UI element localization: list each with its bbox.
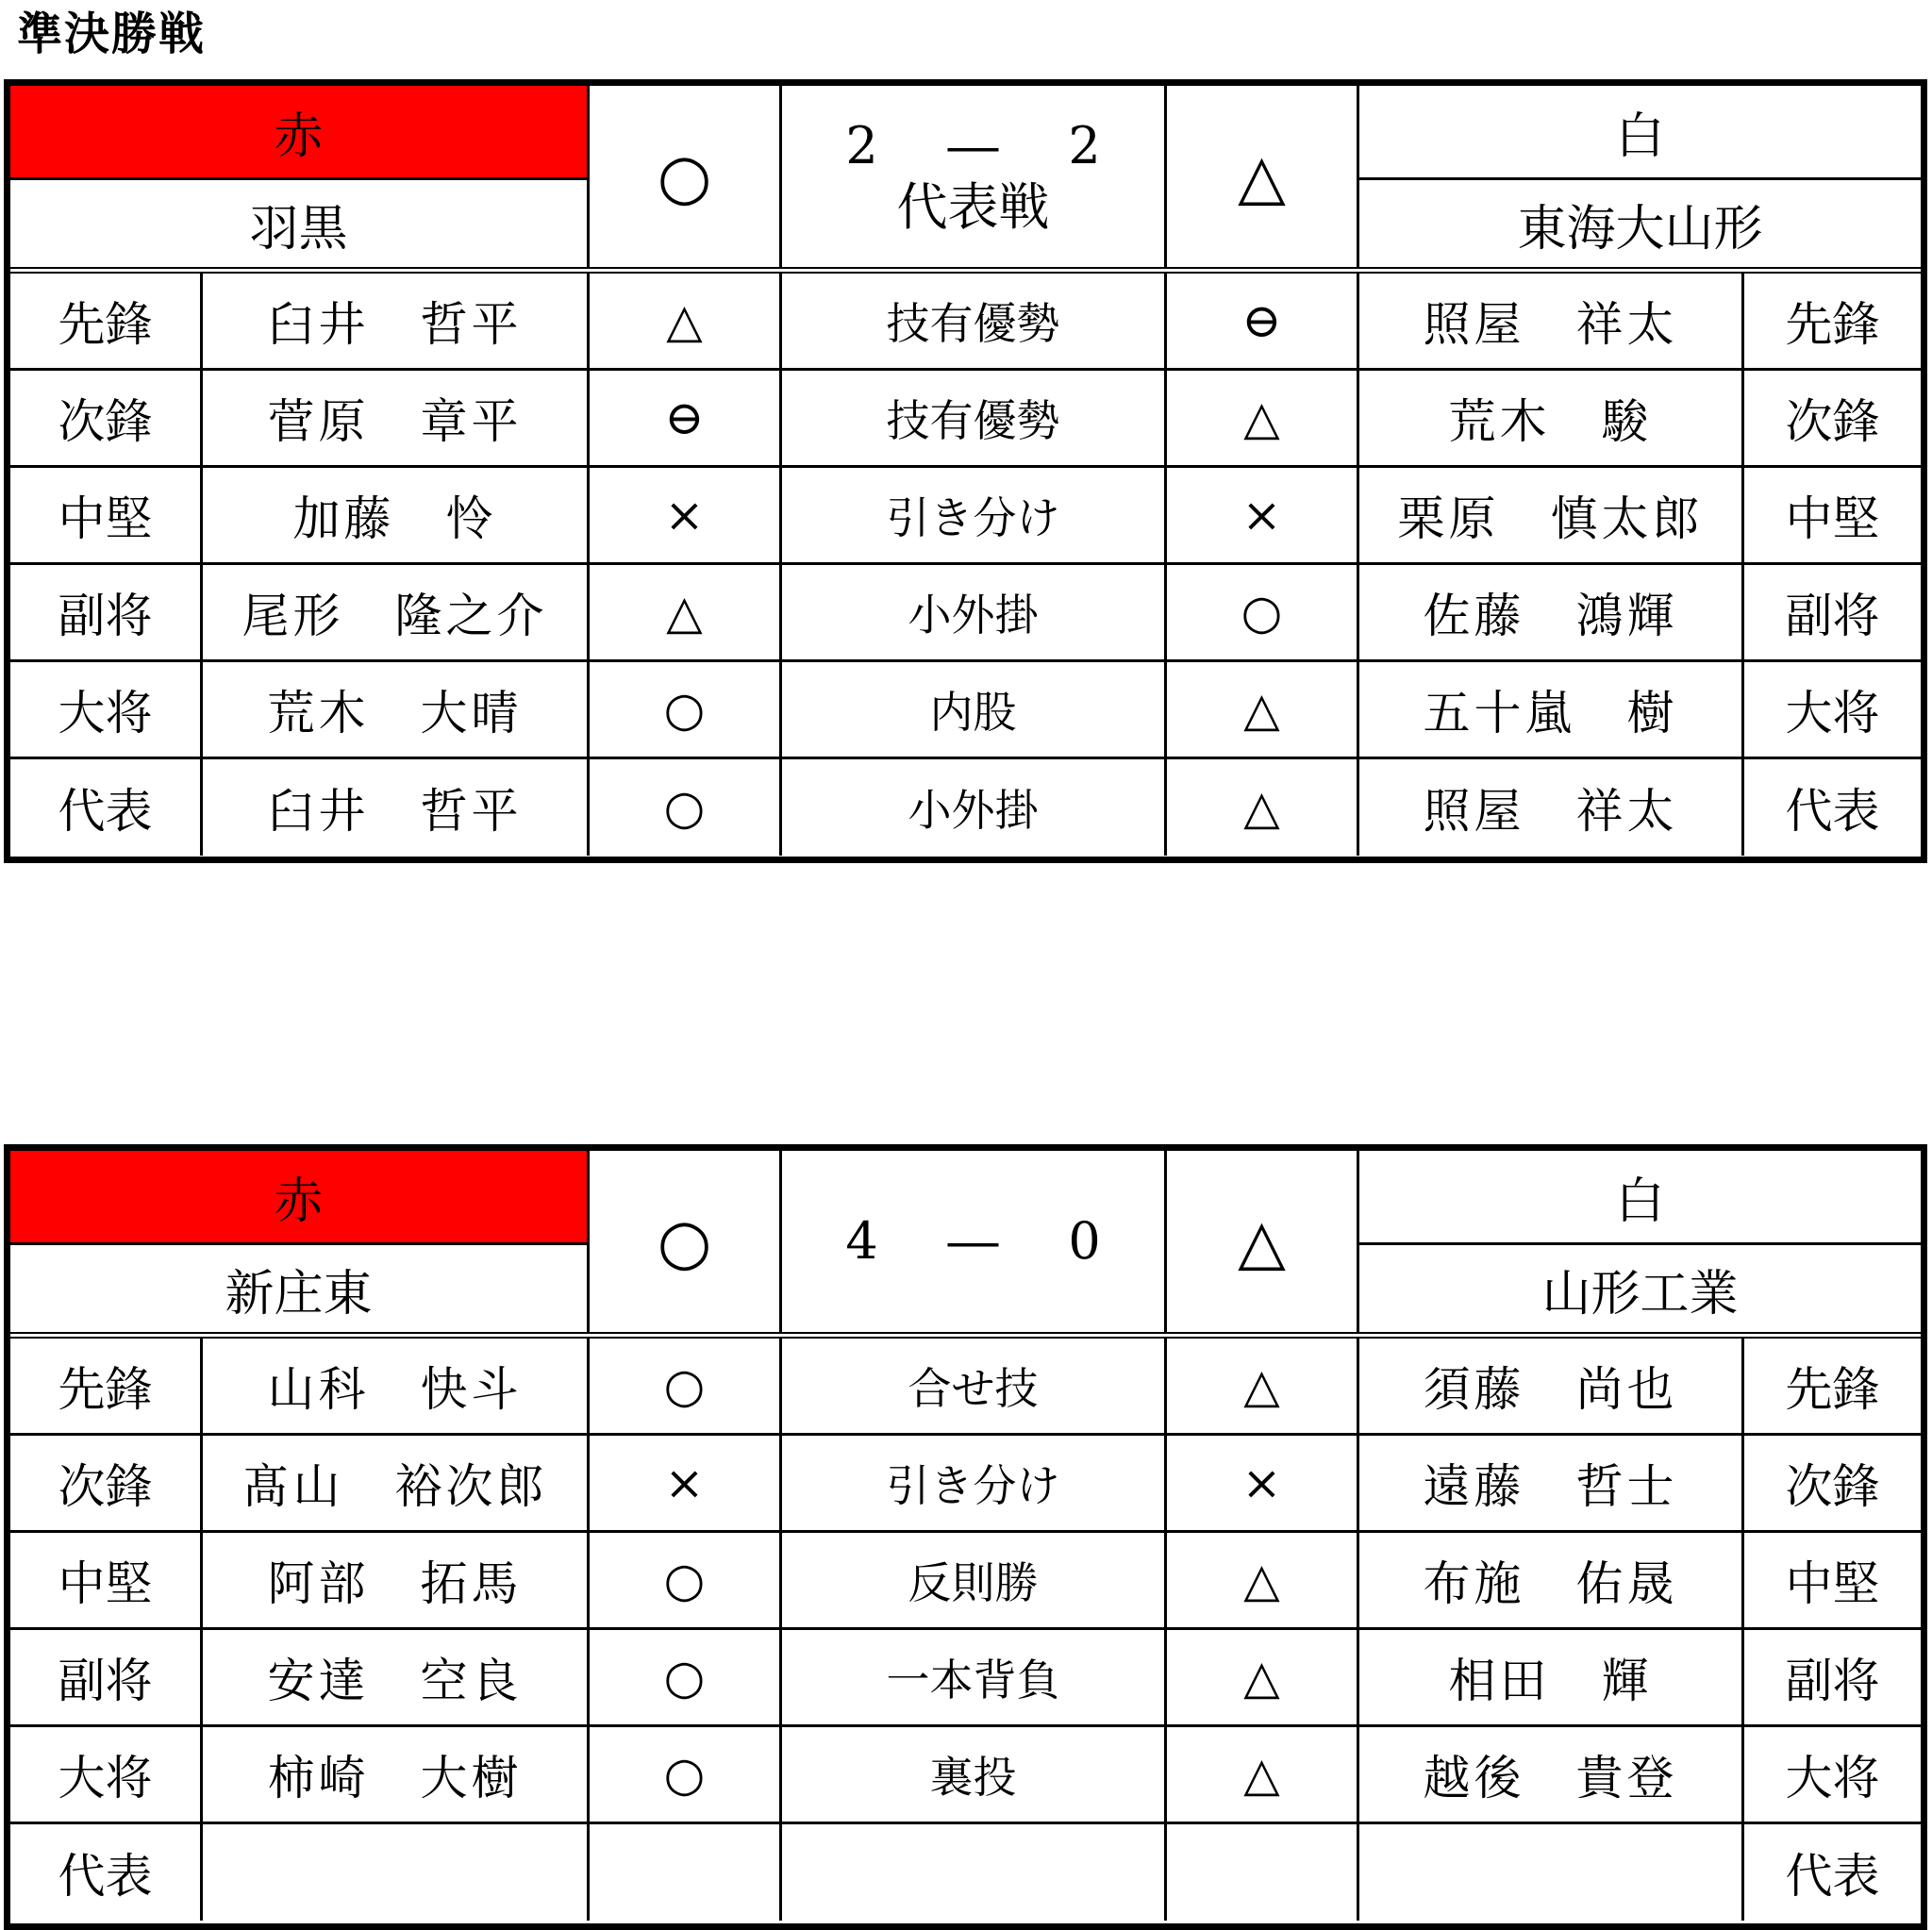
match-table-1 <box>4 79 1927 863</box>
white-position: 先鋒 <box>1785 1362 1880 1417</box>
white-result: △ <box>1167 1339 1359 1433</box>
red-label: 赤 <box>10 86 587 180</box>
red-player: 荒木 大晴 <box>203 662 590 757</box>
white-result: ⊖ <box>1167 274 1359 368</box>
technique <box>782 1824 1167 1921</box>
white-player: 照屋 祥太 <box>1359 759 1744 856</box>
red-result: × <box>590 1436 782 1530</box>
bout-row <box>10 468 1921 565</box>
white-team-cell <box>1359 86 1921 267</box>
white-player: 佐藤 鴻輝 <box>1359 565 1744 659</box>
white-position: 副将 <box>1785 589 1880 643</box>
white-player: 遠藤 哲士 <box>1359 1436 1744 1530</box>
red-result: ○ <box>590 1339 782 1433</box>
white-player: 照屋 祥太 <box>1359 274 1744 368</box>
white-result: × <box>1167 468 1359 562</box>
white-position: 中堅 <box>1785 1556 1880 1611</box>
white-result: △ <box>1167 371 1359 465</box>
white-position: 次鋒 <box>1785 394 1880 449</box>
red-position: 大将 <box>10 662 203 757</box>
white-result: △ <box>1167 1630 1359 1724</box>
red-position: 大将 <box>10 1727 203 1822</box>
technique: 合せ技 <box>782 1339 1167 1433</box>
red-position: 中堅 <box>10 468 203 562</box>
bout-row <box>10 1727 1921 1824</box>
white-team-result-mark: △ <box>1167 86 1359 267</box>
white-position: 次鋒 <box>1785 1459 1880 1514</box>
red-position: 中堅 <box>10 1533 203 1627</box>
white-position: 代表 <box>1785 784 1880 839</box>
score-separator: ― <box>947 116 999 175</box>
technique: 反則勝 <box>782 1533 1167 1627</box>
red-team-result-mark: ○ <box>590 1151 782 1332</box>
technique: 内股 <box>782 662 1167 757</box>
white-team-name: 山形工業 <box>1541 1265 1739 1323</box>
white-position: 先鋒 <box>1785 297 1880 352</box>
red-position: 副将 <box>10 565 203 659</box>
team-score <box>782 86 1167 267</box>
red-result: ⊖ <box>590 371 782 465</box>
white-position: 大将 <box>1785 686 1880 740</box>
bout-row <box>10 1339 1921 1436</box>
red-player: 臼井 哲平 <box>203 274 590 368</box>
bout-row <box>10 1533 1921 1630</box>
white-player: 栗原 慎太郎 <box>1359 468 1744 562</box>
red-score: 4 <box>845 1211 878 1271</box>
technique: 一本背負 <box>782 1630 1167 1724</box>
bout-row <box>10 1436 1921 1533</box>
red-team-name: 羽黒 <box>249 200 348 258</box>
red-player <box>203 1824 590 1921</box>
red-position: 先鋒 <box>10 274 203 368</box>
red-player: 安達 空良 <box>203 1630 590 1724</box>
white-result: △ <box>1167 1727 1359 1822</box>
red-result: △ <box>590 565 782 659</box>
bout-row <box>10 662 1921 759</box>
white-team-result-mark: △ <box>1167 1151 1359 1332</box>
red-position: 代表 <box>10 1824 203 1921</box>
white-result: △ <box>1167 1533 1359 1627</box>
page-title: 準決勝戦 <box>17 8 207 60</box>
white-player: 荒木 駿 <box>1359 371 1744 465</box>
match-header <box>10 86 1921 274</box>
bout-row <box>10 759 1921 856</box>
bout-row <box>10 371 1921 468</box>
white-player: 須藤 尚也 <box>1359 1339 1744 1433</box>
red-result: ○ <box>590 1727 782 1822</box>
red-position: 先鋒 <box>10 1339 203 1433</box>
red-player: 尾形 隆之介 <box>203 565 590 659</box>
red-result: ○ <box>590 759 782 856</box>
bout-rows <box>10 274 1921 856</box>
red-result <box>590 1824 782 1921</box>
red-position: 次鋒 <box>10 1436 203 1530</box>
red-team-cell <box>10 86 590 267</box>
white-team-name: 東海大山形 <box>1517 200 1763 258</box>
red-result: ○ <box>590 1533 782 1627</box>
score-note: 代表戦 <box>896 177 1050 237</box>
match-header <box>10 1151 1921 1339</box>
white-team-cell <box>1359 1151 1921 1332</box>
red-player: 菅原 章平 <box>203 371 590 465</box>
bout-row <box>10 1824 1921 1921</box>
red-player: 阿部 拓馬 <box>203 1533 590 1627</box>
red-position: 副将 <box>10 1630 203 1724</box>
bout-row <box>10 565 1921 662</box>
white-player: 越後 貴登 <box>1359 1727 1744 1822</box>
red-label: 赤 <box>10 1151 587 1245</box>
technique: 小外掛 <box>782 759 1167 856</box>
white-player: 布施 佑晟 <box>1359 1533 1744 1627</box>
bout-row <box>10 1630 1921 1727</box>
white-score: 0 <box>1068 1211 1101 1271</box>
red-player: 加藤 怜 <box>203 468 590 562</box>
technique: 技有優勢 <box>782 274 1167 368</box>
white-result: ○ <box>1167 565 1359 659</box>
red-team-cell <box>10 1151 590 1332</box>
bout-rows <box>10 1339 1921 1921</box>
score-separator: ― <box>947 1211 999 1271</box>
white-player: 五十嵐 樹 <box>1359 662 1744 757</box>
red-result: △ <box>590 274 782 368</box>
technique: 引き分け <box>782 468 1167 562</box>
white-position: 中堅 <box>1785 491 1880 546</box>
red-result: ○ <box>590 1630 782 1724</box>
technique: 裏投 <box>782 1727 1167 1822</box>
match-table-2 <box>4 1144 1927 1930</box>
red-result: × <box>590 468 782 562</box>
white-result: × <box>1167 1436 1359 1530</box>
white-result: △ <box>1167 662 1359 757</box>
red-player: 山科 快斗 <box>203 1339 590 1433</box>
red-player: 柿崎 大樹 <box>203 1727 590 1822</box>
bout-row <box>10 274 1921 371</box>
white-result: △ <box>1167 759 1359 856</box>
red-result: ○ <box>590 662 782 757</box>
red-team-result-mark: ○ <box>590 86 782 267</box>
technique: 引き分け <box>782 1436 1167 1530</box>
red-score: 2 <box>845 116 878 175</box>
white-position: 副将 <box>1785 1654 1880 1708</box>
white-label: 白 <box>1359 1151 1921 1245</box>
white-player <box>1359 1824 1744 1921</box>
white-position: 大将 <box>1785 1751 1880 1805</box>
red-player: 臼井 哲平 <box>203 759 590 856</box>
white-result <box>1167 1824 1359 1921</box>
white-player: 相田 輝 <box>1359 1630 1744 1724</box>
team-score <box>782 1151 1167 1332</box>
red-team-name: 新庄東 <box>225 1265 373 1323</box>
red-player: 髙山 裕次郎 <box>203 1436 590 1530</box>
red-position: 次鋒 <box>10 371 203 465</box>
white-label: 白 <box>1359 86 1921 180</box>
technique: 技有優勢 <box>782 371 1167 465</box>
white-score: 2 <box>1068 116 1101 175</box>
white-position: 代表 <box>1785 1849 1880 1904</box>
technique: 小外掛 <box>782 565 1167 659</box>
red-position: 代表 <box>10 759 203 856</box>
